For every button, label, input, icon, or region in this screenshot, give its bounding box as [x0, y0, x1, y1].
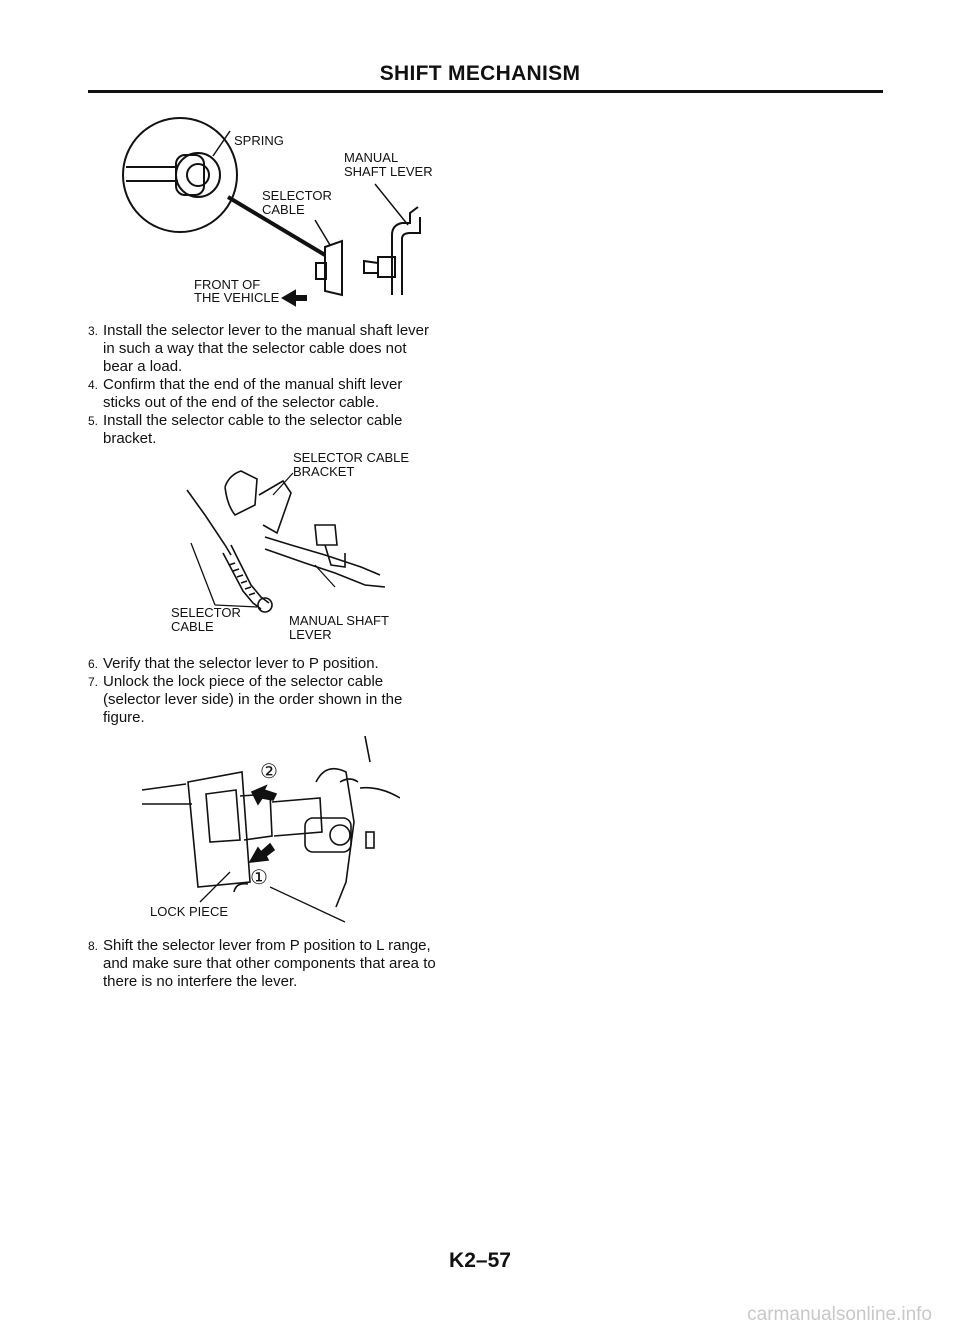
- step-7: [88, 673, 478, 727]
- label-manual: MANUAL: [344, 150, 399, 165]
- watermark[interactable]: carmanualsonline.info: [747, 1304, 932, 1325]
- step-number: 4.: [88, 378, 99, 392]
- label-manual-shaft-lever-line1: MANUAL SHAFT: [289, 613, 389, 628]
- label-spring: SPRING: [234, 133, 284, 148]
- step-line: Install the selector lever to the manual shaft lever: [103, 322, 430, 339]
- label-lock-piece: LOCK PIECE: [150, 904, 229, 919]
- step-line: there is no interfere the lever.: [103, 973, 298, 990]
- steps-3-to-5: [88, 322, 478, 448]
- label-selector-cable-bracket-line2: BRACKET: [293, 464, 355, 479]
- step-8: [88, 937, 478, 991]
- step-line: Shift the selector lever from P position to L range,: [103, 937, 431, 954]
- header-rule: [88, 90, 883, 93]
- step-line: and make sure that other components that area to: [103, 955, 436, 972]
- step-line: in such a way that the selector cable does not: [103, 340, 407, 357]
- figure-lock-piece: [140, 732, 400, 927]
- figure-selector-cable-spring: [110, 105, 450, 310]
- page-number: K2–57: [449, 1249, 511, 1272]
- step-number: 8.: [88, 939, 99, 953]
- label-selector-cable-line1: SELECTOR: [171, 605, 241, 620]
- label-selector: SELECTOR: [262, 188, 332, 203]
- step-number: 6.: [88, 657, 99, 671]
- step-line: sticks out of the end of the selector cable.: [103, 394, 379, 411]
- step-line: Confirm that the end of the manual shift lever: [103, 376, 403, 393]
- step-5: [88, 412, 478, 448]
- label-selector-cable-bracket-line1: SELECTOR CABLE: [293, 450, 410, 465]
- step-line: Verify that the selector lever to P position.: [103, 655, 379, 672]
- step-6: [88, 655, 478, 673]
- step-line: Unlock the lock piece of the selector cable: [103, 673, 384, 690]
- label-cable: CABLE: [262, 202, 305, 217]
- label-selector-cable-line2: CABLE: [171, 619, 214, 634]
- marker-2: ②: [260, 761, 278, 783]
- page-title: SHIFT MECHANISM: [379, 62, 581, 85]
- step-number: 5.: [88, 414, 99, 428]
- step-4: [88, 376, 478, 412]
- step-3: [88, 322, 478, 376]
- step-number: 7.: [88, 675, 99, 689]
- label-the-vehicle: THE VEHICLE: [194, 290, 280, 305]
- figure-selector-cable-bracket: [165, 445, 425, 645]
- step-line: figure.: [103, 709, 145, 726]
- label-front-of: FRONT OF: [194, 277, 261, 292]
- step-line: Install the selector cable to the selector cable: [103, 412, 403, 429]
- label-manual-shaft-lever-line2: LEVER: [289, 627, 332, 642]
- step-8-block: [88, 937, 478, 991]
- step-line: (selector lever side) in the order shown in the: [103, 691, 403, 708]
- steps-6-to-7: [88, 655, 478, 727]
- step-line: bear a load.: [103, 358, 183, 375]
- step-number: 3.: [88, 324, 99, 338]
- label-shaft-lever: SHAFT LEVER: [344, 164, 433, 179]
- marker-1: ①: [250, 867, 268, 889]
- step-line: bracket.: [103, 430, 157, 447]
